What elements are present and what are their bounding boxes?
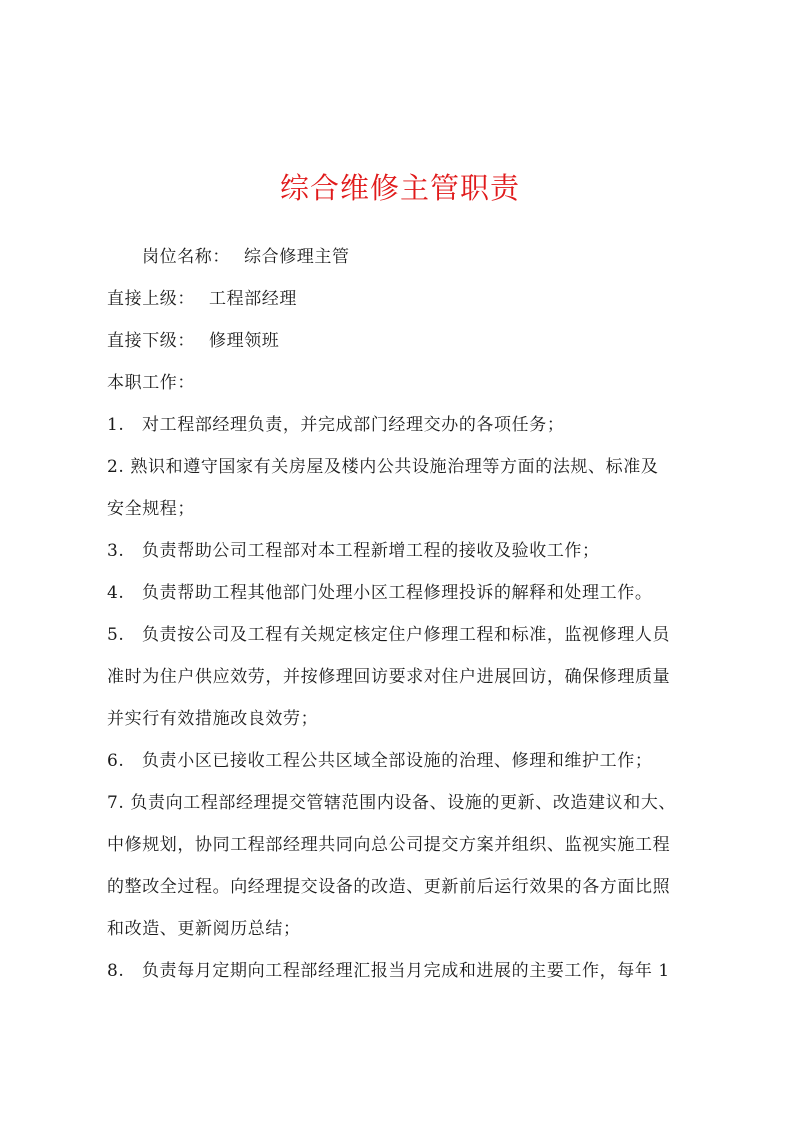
position-value: 综合修理主管: [244, 247, 350, 267]
superior-value: 工程部经理: [209, 289, 297, 309]
document-title: 综合维修主管职责: [279, 171, 520, 205]
duty-line: 6. 负责小区已接收工程公共区域全部设施的治理、修理和维护工作；: [107, 751, 653, 771]
duty-line: 安全规程；: [107, 499, 195, 519]
duty-line: 5. 负责按公司及工程有关规定核定住户修理工程和标准，监视修理人员: [107, 625, 671, 645]
duty-line: 1. 对工程部经理负责，并完成部门经理交办的各项任务；: [107, 415, 565, 435]
position-line: [142, 245, 350, 269]
subordinate-line: [107, 329, 279, 353]
superior-line: [107, 287, 297, 311]
duty-line: 2. 熟识和遵守国家有关房屋及楼内公共设施治理等方面的法规、标准及: [107, 457, 659, 477]
duty-line: 和改造、更新阅历总结；: [107, 919, 301, 939]
duty-line: 中修规划，协同工程部经理共同向总公司提交方案并组织、监视实施工程: [107, 835, 671, 855]
subordinate-label: 直接下级：: [107, 331, 195, 351]
duty-line: 3. 负责帮助公司工程部对本工程新增工程的接收及验收工作；: [107, 541, 600, 561]
duty-line: 7. 负责向工程部经理提交管辖范围内设备、设施的更新、改造建议和大、: [107, 793, 677, 813]
superior-label: 直接上级：: [107, 289, 195, 309]
duty-line: 8. 负责每月定期向工程部经理汇报当月完成和进展的主要工作，每年 1: [107, 961, 670, 981]
position-label: 岗位名称：: [142, 247, 230, 267]
duty-line: 准时为住户供应效劳，并按修理回访要求对住户进展回访，确保修理质量: [107, 667, 671, 687]
duty-line: 4. 负责帮助工程其他部门处理小区工程修理投诉的解释和处理工作。: [107, 583, 653, 603]
duties-heading: 本职工作：: [107, 373, 195, 393]
duty-line: 的整改全过程。向经理提交设备的改造、更新前后运行效果的各方面比照: [107, 877, 671, 897]
subordinate-value: 修理领班: [209, 331, 280, 351]
duty-line: 并实行有效措施改良效劳；: [107, 709, 319, 729]
